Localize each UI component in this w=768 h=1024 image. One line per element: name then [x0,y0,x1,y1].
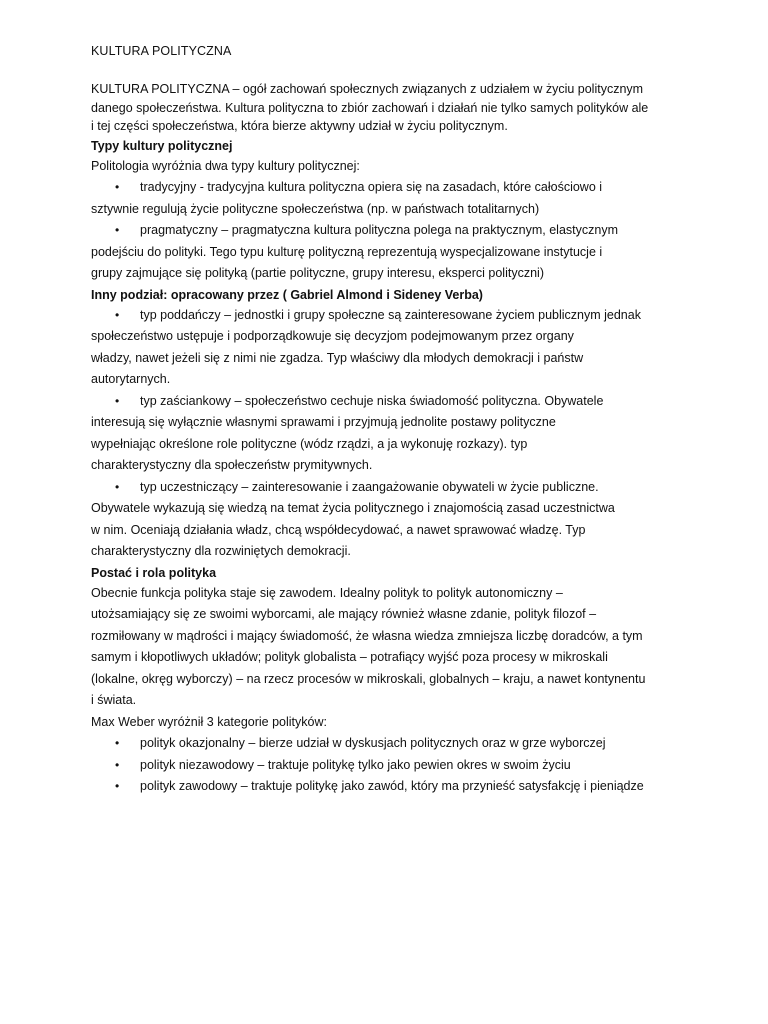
text-line: samym i kłopotliwych układów; polityk globalista – potrafiący wyjść poza procesy w mikroskali [91,650,608,664]
text-line: Politologia wyróżnia dwa typy kultury politycznej: [91,158,360,173]
text-line: w nim. Oceniają działania władz, chcą współdecydować, a nawet sprawować władzę. Typ [91,522,586,537]
text-line: Max Weber wyróżnił 3 kategorie polityków: [91,714,327,729]
list-item [91,305,691,391]
text-line: społeczeństwo ustępuje i podporządkowuje się decyzjom podejmowanym przez organy [91,329,574,343]
bullet-icon: • [115,223,120,237]
text-line: i świata. [91,693,137,707]
role-paragraph [91,583,691,712]
text-line: polityk okazjonalny – bierze udział w dyskusjach politycznych oraz w grze wyborczej [140,736,606,750]
text-line: danego społeczeństwa. Kultura polityczna to zbiór zachowań i działań nie tylko samych polityków ale [91,100,649,115]
text-line: KULTURA POLITYCZNA – ogół zachowań społecznych związanych z udziałem w życiu politycznym [91,82,644,96]
bullet-icon: • [115,757,120,772]
text-line: Obecnie funkcja polityka staje się zawodem. Idealny polityk to polityk autonomiczny – [91,585,563,600]
other-types-list [91,305,691,563]
document-title: KULTURA POLITYCZNA [91,44,232,58]
text-line: pragmatyczny – pragmatyczna kultura polityczna polega na praktycznym, elastycznym [140,223,618,237]
types-intro [91,156,691,178]
list-item [91,755,691,777]
list-item [91,220,691,285]
section-heading-role: Postać i rola polityka [91,565,217,580]
bullet-icon: • [115,393,120,408]
text-line: charakterystyczny dla rozwiniętych demokracji. [91,544,351,558]
bullet-icon: • [115,736,120,750]
document-body [91,80,691,798]
text-line: Obywatele wykazują się wiedzą na temat życia politycznego i znajomością zasad uczestnictwa [91,501,615,515]
list-item [91,477,691,563]
bullet-icon: • [115,479,120,494]
text-line: grupy zajmujące się polityką (partie polityczne, grupy interesu, eksperci polityczni) [91,266,544,280]
list-item [91,733,691,755]
bullet-icon: • [115,779,120,793]
weber-intro [91,712,691,734]
types-list [91,177,691,285]
text-line: charakterystyczny dla społeczeństw prymitywnych. [91,458,373,472]
section-heading-types: Typy kultury politycznej [91,138,233,153]
text-line: władzy, nawet jeżeli się z nimi nie zgadza. Typ właściwy dla młodych demokracji i państw [91,350,584,365]
text-line: rozmiłowany w mądrości i mający świadomość, że własna wiedza zmniejsza liczbę doradców, a tym [91,628,643,643]
list-item [91,776,691,798]
text-line: interesują się wyłącznie własnymi sprawami i przyjmują jednolite postawy polityczne [91,415,556,429]
text-line: utożsamiający się ze swoimi wyborcami, ale mający również własne zdanie, polityk filozof – [91,607,597,621]
text-line: typ zaściankowy – społeczeństwo cechuje niska świadomość polityczna. Obywatele [140,393,604,408]
bullet-icon: • [115,180,120,194]
text-line: tradycyjny - tradycyjna kultura polityczna opiera się na zasadach, które całościowo i [140,180,603,194]
bullet-icon: • [115,307,120,322]
intro-paragraph [91,80,691,136]
list-item [91,391,691,477]
list-item [91,177,691,220]
text-line: typ uczestniczący – zainteresowanie i zaangażowanie obywateli w życie publiczne. [140,479,599,494]
text-line: polityk zawodowy – traktuje politykę jako zawód, który ma przynieść satysfakcję i pieniądze [140,779,644,793]
text-line: podejściu do polityki. Tego typu kulturę polityczną reprezentują wyspecjalizowane instytucje i [91,244,603,259]
section-heading-other: Inny podział: opracowany przez ( Gabriel Almond i Sideney Verba) [91,287,483,302]
text-line: wypełniając określone role polityczne (wódz rządzi, a ja wykonuję rozkazy). typ [91,436,528,451]
text-line: polityk niezawodowy – traktuje politykę tylko jako pewien okres w swoim życiu [140,757,571,772]
text-line: i tej części społeczeństwa, która bierze aktywny udział w życiu politycznym. [91,119,508,133]
text-line: (lokalne, okręg wyborczy) – na rzecz procesów w mikroskali, globalnych – kraju, a nawet kontynentu [91,671,646,686]
text-line: typ poddańczy – jednostki i grupy społeczne są zainteresowane życiem publicznym jednak [140,307,641,322]
text-line: autorytarnych. [91,372,171,386]
weber-list [91,733,691,798]
text-line: sztywnie regulują życie polityczne społeczeństwa (np. w państwach totalitarnych) [91,201,540,216]
